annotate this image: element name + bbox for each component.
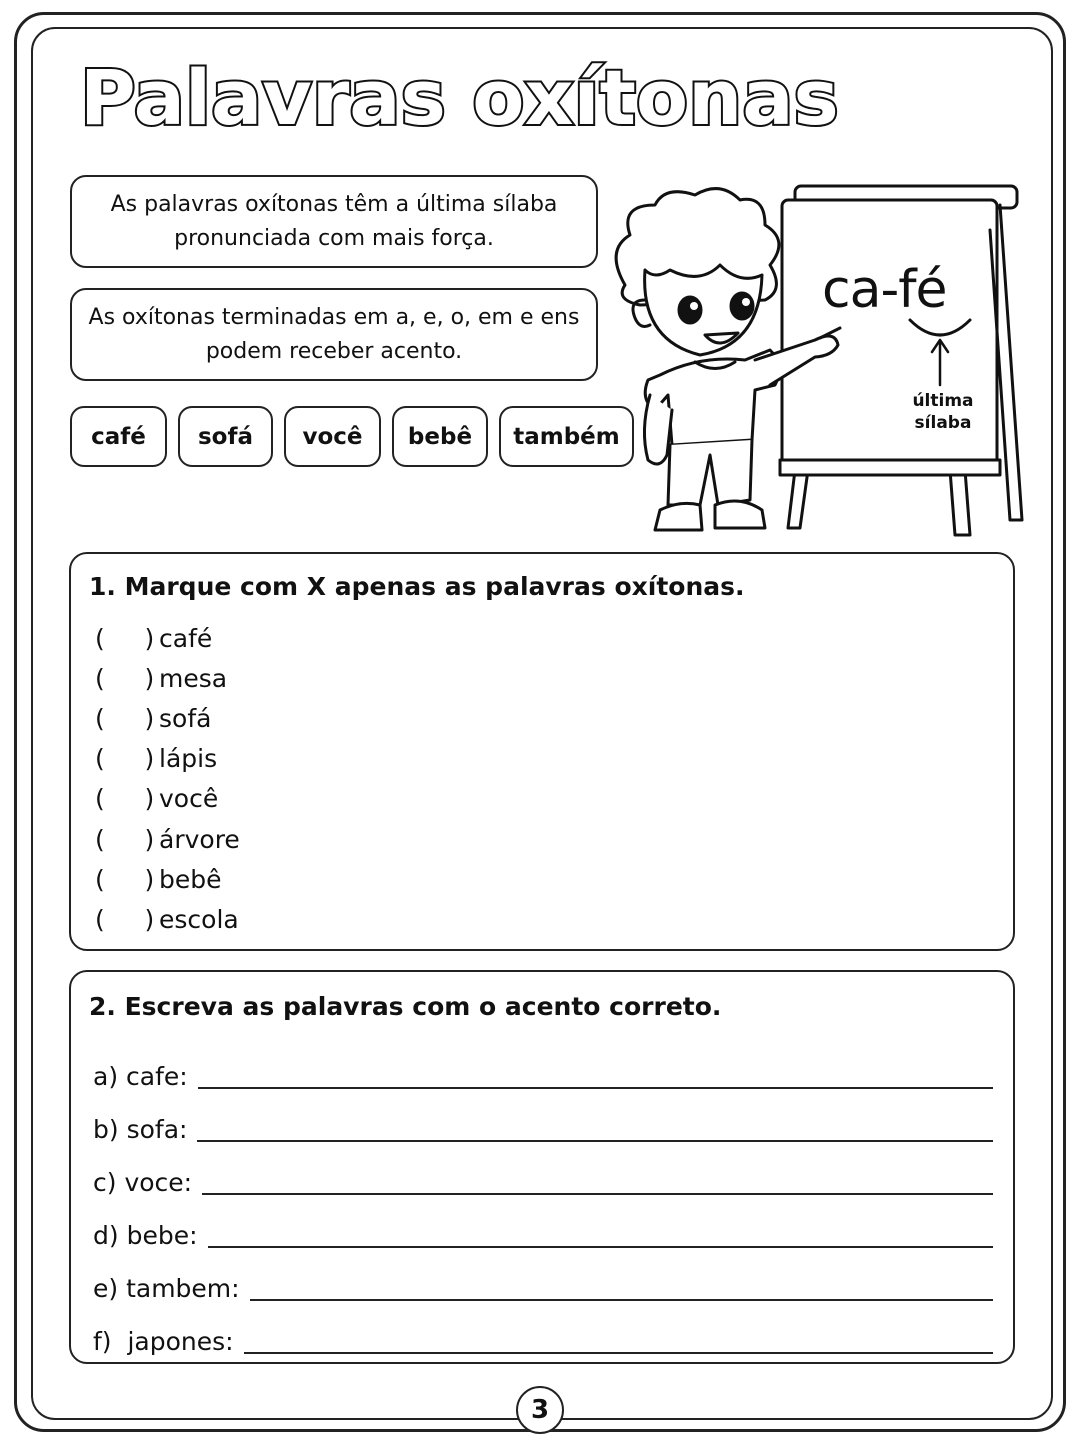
item-label: c) voce: [93, 1168, 193, 1197]
example-chip: também [499, 406, 634, 467]
list-item [95, 658, 240, 698]
checkbox[interactable]: ( ) [95, 864, 155, 894]
exercise-1-title: 1. Marque com X apenas as palavras oxítonas. [89, 572, 745, 601]
word-label: bebê [159, 864, 222, 894]
checkbox[interactable]: ( ) [95, 663, 155, 693]
easel-board-caption [896, 390, 990, 434]
exercise-1-box [69, 552, 1015, 951]
item-label: a) cafe: [93, 1062, 188, 1091]
item-label: b) sofa: [93, 1115, 188, 1144]
list-item [95, 899, 240, 939]
checkbox[interactable]: ( ) [95, 744, 155, 774]
example-chip: café [70, 406, 167, 467]
info-accent-rule-text: As oxítonas terminadas em a, e, o, em e ens podem receber acento. [88, 304, 580, 364]
list-item [95, 819, 240, 859]
list-item [95, 739, 240, 779]
checkbox[interactable]: ( ) [95, 824, 155, 854]
exercise-2-list [93, 1040, 993, 1358]
answer-line[interactable] [202, 1192, 993, 1195]
checkbox[interactable]: ( ) [95, 703, 155, 733]
word-label: escola [159, 904, 239, 934]
example-word-chips [70, 406, 634, 467]
word-label: árvore [159, 824, 240, 854]
list-item [93, 1252, 993, 1305]
example-chip: você [284, 406, 381, 467]
list-item [93, 1146, 993, 1199]
answer-line[interactable] [250, 1298, 993, 1301]
info-box-accent-rule [70, 288, 598, 381]
answer-line[interactable] [198, 1086, 993, 1089]
item-label: d) bebe: [93, 1221, 198, 1250]
list-item [95, 779, 240, 819]
list-item [93, 1093, 993, 1146]
answer-line[interactable] [208, 1245, 994, 1248]
word-label: lápis [159, 744, 218, 774]
easel-icon [780, 186, 1022, 535]
answer-line[interactable] [244, 1351, 993, 1354]
checkbox[interactable]: ( ) [95, 904, 155, 934]
word-label: sofá [159, 703, 212, 733]
word-label: você [159, 784, 219, 814]
exercise-2-title: 2. Escreva as palavras com o acento correto. [89, 992, 722, 1021]
example-chip: bebê [392, 406, 488, 467]
list-item [93, 1040, 993, 1093]
checkbox[interactable]: ( ) [95, 784, 155, 814]
list-item [95, 698, 240, 738]
checkbox[interactable]: ( ) [95, 623, 155, 653]
example-chip: sofá [178, 406, 273, 467]
boy-at-easel-illustration [600, 175, 1040, 545]
item-label: e) tambem: [93, 1274, 240, 1303]
exercise-2-box [69, 970, 1015, 1364]
caption-line: última [912, 391, 974, 411]
item-label: f) japones: [93, 1327, 234, 1356]
list-item [93, 1199, 993, 1252]
easel-board-word: ca-fé [822, 260, 947, 320]
info-definition-text: As palavras oxítonas têm a última sílaba pronunciada com mais força. [110, 191, 558, 251]
list-item [95, 859, 240, 899]
word-label: mesa [159, 663, 228, 693]
page-title: Palavras oxítonas [80, 53, 839, 142]
page-number: 3 [516, 1386, 564, 1434]
word-label: café [159, 623, 213, 653]
answer-line[interactable] [197, 1139, 993, 1142]
list-item [95, 618, 240, 658]
caption-line: sílaba [914, 413, 972, 433]
info-box-definition [70, 175, 598, 268]
exercise-1-list [95, 618, 240, 940]
list-item [93, 1305, 993, 1358]
